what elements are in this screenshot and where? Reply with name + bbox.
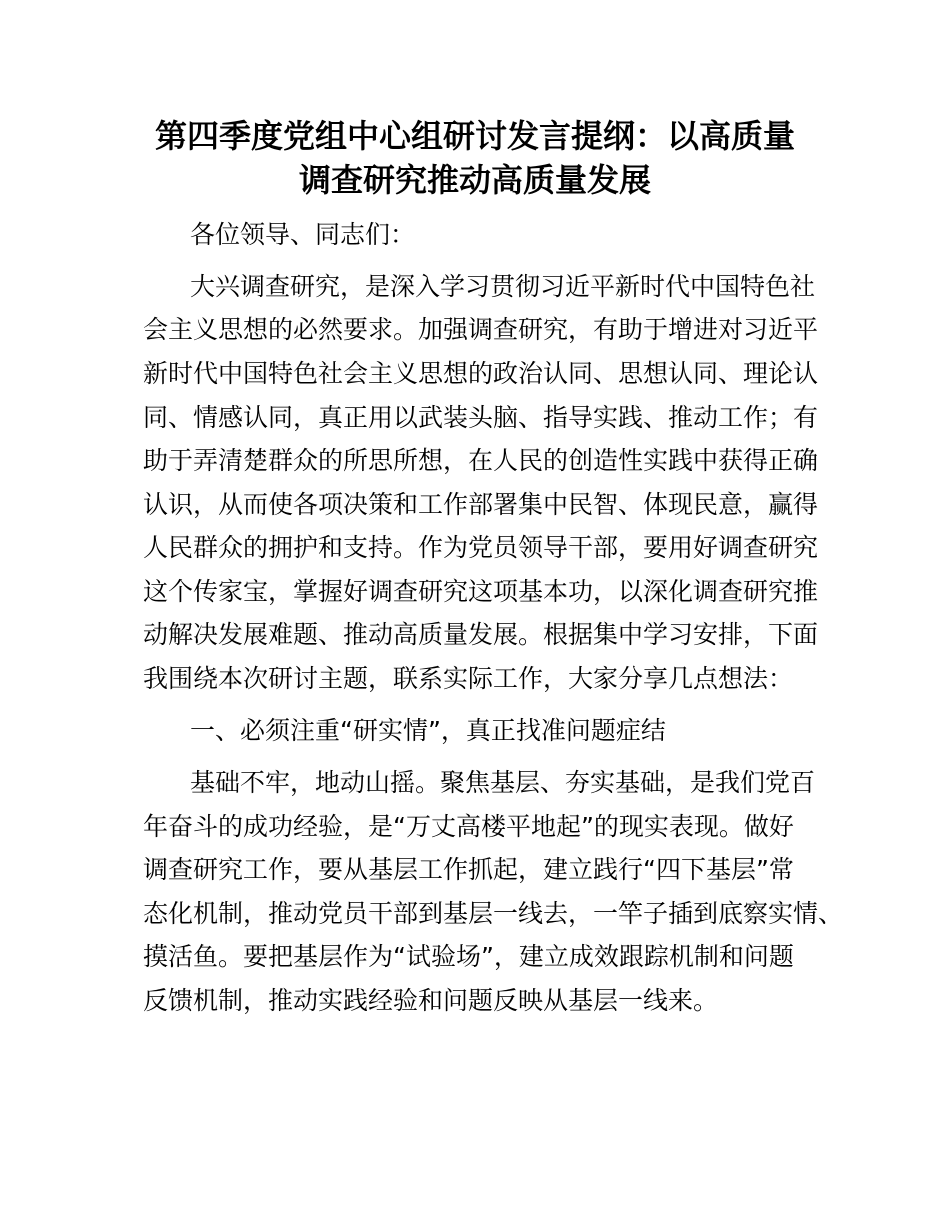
paragraph-1-line: 认识，从而使各项决策和工作部署集中民智、体现民意，赢得 bbox=[143, 490, 819, 519]
paragraph-1-line: 会主义思想的必然要求。加强调查研究，有助于增进对习近平 bbox=[143, 315, 819, 344]
paragraph-2-line: 基础不牢，地动山摇。聚焦基层、夯实基础，是我们党百 bbox=[190, 768, 816, 797]
paragraph-1-line: 这个传家宝，掌握好调查研究这项基本功，以深化调查研究推 bbox=[143, 577, 819, 606]
paragraph-1-line: 大兴调查研究，是深入学习贯彻习近平新时代中国特色社 bbox=[190, 272, 816, 301]
paragraph-1-line: 同、情感认同，真正用以武装头脑、指导实践、推动工作；有 bbox=[143, 403, 819, 432]
paragraph-1-line: 我围绕本次研讨主题，联系实际工作，大家分享几点想法： bbox=[143, 664, 794, 693]
paragraph-2-line: 调查研究工作，要从基层工作抓起，建立践行“四下基层”常 bbox=[143, 855, 794, 884]
paragraph-2-line: 反馈机制，推动实践经验和问题反映从基层一线来。 bbox=[143, 986, 719, 1015]
paragraph-2-line: 态化机制，推动党员干部到基层一线去，一竿子插到底察实情、 bbox=[143, 899, 844, 928]
section-heading-1: 一、必须注重“研实情”，真正找准问题症结 bbox=[190, 716, 666, 745]
salutation: 各位领导、同志们： bbox=[190, 220, 416, 249]
paragraph-1-line: 新时代中国特色社会主义思想的政治认同、思想认同、理论认 bbox=[143, 359, 819, 388]
document-title-line-1: 第四季度党组中心组研讨发言提纲：以高质量 bbox=[154, 117, 795, 155]
paragraph-1-line: 人民群众的拥护和支持。作为党员领导干部，要用好调查研究 bbox=[143, 533, 819, 562]
paragraph-1-line: 助于弄清楚群众的所思所想，在人民的创造性实践中获得正确 bbox=[143, 446, 819, 475]
paragraph-2-line: 摸活鱼。要把基层作为“试验场”，建立成效跟踪机制和问题 bbox=[143, 942, 794, 971]
paragraph-1-line: 动解决发展难题、推动高质量发展。根据集中学习安排，下面 bbox=[143, 620, 819, 649]
document-title-line-2: 调查研究推动高质量发展 bbox=[298, 161, 651, 199]
paragraph-2-line: 年奋斗的成功经验，是“万丈高楼平地起”的现实表现。做好 bbox=[143, 812, 794, 841]
